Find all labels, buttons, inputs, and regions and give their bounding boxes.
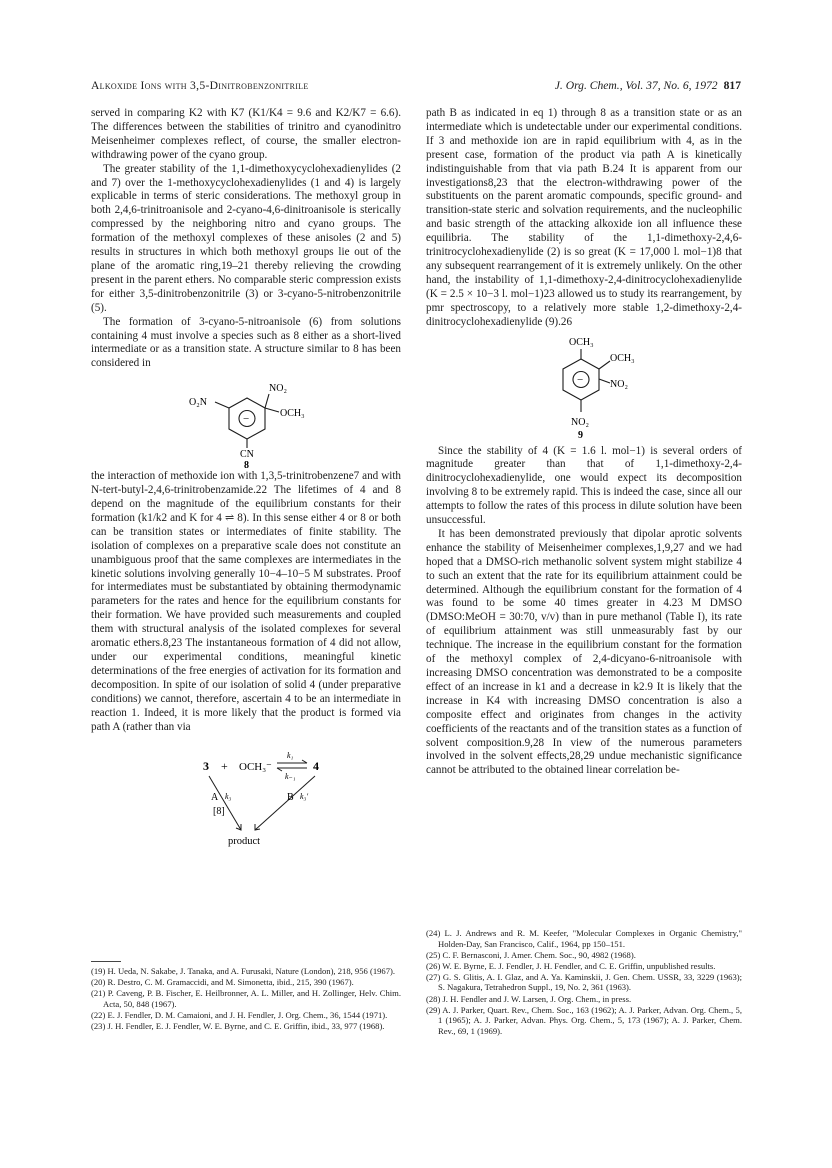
path-b-rate: k₃′ (300, 792, 309, 802)
substituent-no2: NO₂ (269, 383, 287, 395)
footnote: (23) J. H. Fendler, E. J. Fendler, W. E. Byrne, and C. E. Griffin, ibid., 33, 977 (1968). (91, 1020, 385, 1031)
structure-9-drawing (426, 333, 742, 441)
methoxide-ion: OCH₃⁻ (239, 761, 272, 774)
footnote: (21) P. Caveng, P. B. Fischer, E. Heilbronner, A. L. Miller, and H. Zollinger, Helv. Chim. Acta, 50, 848 (1967). (91, 988, 401, 1009)
reactant-3: 3 (203, 759, 209, 774)
plus-sign: + (221, 759, 228, 774)
bond (265, 408, 279, 412)
footnote: (24) L. J. Andrews and R. M. Keefer, "Molecular Complexes in Organic Chemistry," Holden-Day, San Francisco, Calif., 1964, pp 150–151. (426, 928, 742, 949)
footnote: (27) G. S. Glitis, A. I. Glaz, and A. Ya. Kaminskii, J. Gen. Chem. USSR, 33, 3229 (1963); S. Nagakura, Tetrahedron Suppl., 19, No. 2, 361 (1963). (426, 971, 742, 993)
paragraph: Since the stability of 4 (K = 1.6 l. mol−1) is several orders of magnitude greater than that of 1,1-dimethoxy-2,4-dinitrocyclohexadienylide, one would expect its decomposition involving 8 to be extremely rapid. This is indeed the case, since all our attempts to follow the rates of this process in dilute solution have been unsuccessful. (426, 444, 742, 527)
paragraph: served in comparing K2 with K7 (K1/K4 = 9.6 and K2/K7 = 6.6). The differences between the stabilities of trinitro and cyanodinitro Meisenheimer complexes reflect, of course, the smaller electron-withdrawing power of the cyano group. (91, 107, 401, 161)
footnote: (29) A. J. Parker, Quart. Rev., Chem. Soc., 163 (1962); A. J. Parker, Advan. Org. Chem., 5, 1 (1965); A. J. Parker, Advan. Phys. Org. Chem., 5, 173 (1967); A. J. Parker, Chem. Rev., 69, 1 (1969). (426, 1004, 742, 1036)
substituent-och3-right: OCH₃ (610, 352, 635, 364)
left-column (91, 107, 401, 848)
bond (599, 379, 610, 383)
structure-label: 8 (244, 460, 249, 469)
page-number: 817 (723, 79, 741, 92)
path-a-arrow (209, 776, 241, 830)
rate-k-1: k₋₁ (285, 772, 296, 782)
substituent-o2n: O₂N (189, 397, 207, 409)
substituent-cn: CN (240, 449, 254, 461)
structure-9-figure (426, 333, 742, 441)
footnote: (25) C. F. Bernasconi, J. Amer. Chem. Soc., 90, 4982 (1968). (426, 949, 636, 960)
bond (265, 394, 269, 408)
footnote: (26) W. E. Byrne, E. J. Fendler, J. H. Fendler, and C. E. Griffin, unpublished results. (426, 960, 716, 971)
paragraph: It has been demonstrated previously that dipolar aprotic solvents enhance the stability of Meisenheimer complexes,1,9,27 and we had hoped that a DMSO-rich methanolic solvent system might stabilize 4 to such an extent that the rate for its equilibrium attainment could be determined. Although the equilibrium constant for the formation of 4 was found to be some 40 times greater in 4.23 M DMSO (DMSO:MeOH = 30:70, v/v) than in pure methanol (Table I), its rate of equilibrium attainment was still unmeasurably fast by our technique. The increase in the equilibrium constant for the formation of the methoxyl complex of 2,4-dicyano-6-nitroanisole with increasing DMSO concentration was demonstrated to be a composite effect of an increase in k1 and a decrease in k2.9 It is likely that the increase in K4 with increasing DMSO concentration is also a composite effect and originates from changes in the activity coefficients of the reactants and of the transition states as a function of solvent composition.9,28 In view of the numerous parameters involved in the solvent effects,28,29 undue mechanistic significance cannot be attributed to the obtained linear correlation be- (426, 527, 742, 777)
substituent-och3: OCH₃ (280, 408, 305, 420)
paragraph: The greater stability of the 1,1-dimethoxycyclohexadienylides (2 and 7) over the 1-methoxycyclohexadienylides (1 and 4) is largely explicable in terms of steric considerations. The methoxyl group in both 2,4,6-trinitroanisole and 2-cyano-4,6-dinitroanisole is sterically compressed by the neighboring nitro and cyano groups. The formation of the methoxyl complexes of these anisoles (2 and 5) results in structures in which both methoxyl groups lie out of the plane of the aromatic ring,19–21 thereby relieving the crowding present in the parent ethers. No comparable steric compression exists for either 3,5-dinitrobenzonitrile (3) or 3-cyano-5-nitrobenzonitrile (5). (91, 162, 401, 314)
substituent-och3-top: OCH₃ (569, 336, 594, 348)
charge-sign: − (243, 413, 250, 426)
intermediate-8: [8] (213, 806, 225, 818)
reaction-scheme-1 (91, 738, 401, 848)
footnote: (22) E. J. Fendler, D. M. Camaioni, and J. H. Fendler, J. Org. Chem., 36, 1544 (1971). (91, 1009, 388, 1020)
structure-label: 9 (578, 429, 583, 441)
footnotes-left (91, 966, 401, 1032)
bond (599, 361, 610, 369)
complex-4: 4 (313, 759, 319, 774)
rate-k1: k₁ (287, 751, 294, 761)
scheme-drawing (91, 738, 401, 848)
journal-citation (555, 79, 741, 92)
running-header (91, 79, 741, 97)
paragraph: path B as indicated in eq 1) through 8 as a transition state or as an intermediate which is undetectable under our experimental conditions. If 3 and methoxide ion are in rapid equilibrium with 4, as in the present case, formation of the product via path A is kinetically indistinguishable from that via path B.24 It is apparent from our investigations8,23 that the electron-withdrawing power of the substituents on the parent aromatic compounds, specific ground- and transition-state steric and solvation requirements, and the nucleophilic and basic strength of the attacking alkoxide ion all influence these equilibria. The stability of the 1,1-dimethoxy-2,4,6-trinitrocyclohexadienylide (2) is so great (K = 17,000 l. mol−1)8 that any subsequent rearrangement of it is extremely unlikely. On the other hand, the instability of 1,1-dimethoxy-2,4-dinitrocyclohexadienylide (K = 2.5 × 10−3 l. mol−1)23 allowed us to study its rearrangement, by pmr spectroscopy, to a relatively more stable 1,2-dimethoxy-2,4-dinitrocyclohexadienylide (9).26 (426, 107, 742, 328)
structure-8-drawing (91, 374, 401, 468)
structure-8-figure (91, 374, 401, 468)
path-b-arrow (255, 776, 315, 830)
paragraph: The formation of 3-cyano-5-nitroanisole (6) from solutions containing 4 must involve a species such as 8 either as a short-lived intermediate or as a transition state. A structure similar to 8 has been considered in (91, 315, 401, 370)
path-a-label: A (211, 792, 219, 804)
product-label: product (228, 836, 261, 848)
footnote: (19) H. Ueda, N. Sakabe, J. Tanaka, and A. Furusaki, Nature (London), 218, 956 (1967). (91, 966, 396, 976)
footnote: (28) J. H. Fendler and J. W. Larsen, J. Org. Chem., in press. (426, 993, 632, 1004)
path-a-rate: k₃ (225, 792, 232, 802)
substituent-no2-right: NO₂ (610, 378, 628, 390)
running-title: Alkoxide Ions with 3,5-Dinitrobenzonitrile (91, 79, 309, 92)
footnotes-right (426, 928, 742, 1037)
footnote: (20) R. Destro, C. M. Gramaccidi, and M. Simonetta, ibid., 215, 390 (1967). (91, 977, 354, 988)
charge-sign: − (577, 373, 584, 386)
substituent-no2-bottom: NO₂ (571, 416, 589, 428)
paragraph: the interaction of methoxide ion with 1,3,5-trinitrobenzene7 and with N-tert-butyl-2,4,6-trinitrobenzamide.22 The lifetimes of 4 and 8 depend on the magnitude of the equilibrium constants for their formation (k1/k2 and K for 4 ⇌ 8). In this sense either 4 or 8 or both can be transition states or intermediates of finite stability. The isolation of complexes on a preparative scale does not constitute an unambiguous proof that the same complexes are intermediates in the kinetic solutions involving generally 10−4–10−5 M substrates. Proof for intermediates must be substantiated by obtaining thermodynamic parameters for the rates and hence for the equilibrium constants for their formation. We have provided such measurements and coupled them with structural analysis of the isolated complexes for several aromatic ethers.8,23 The instantaneous formation of 4 did not allow, under our experimental conditions, meaningful kinetic determinations of the free energies of activation for its formation and decomposition. In spite of our isolation of solid 4 (under preparative conditions) we cannot, therefore, ascertain 4 to be an intermediate in reaction 1. Indeed, it is more likely that the product is formed via path A (rather than via (91, 470, 401, 733)
journal-name: J. Org. Chem., Vol. 37, No. 6, 1972 (554, 79, 718, 92)
footnote-rule (91, 961, 121, 962)
right-column (426, 107, 742, 778)
bond (215, 402, 229, 408)
path-b-label: B (287, 792, 294, 804)
